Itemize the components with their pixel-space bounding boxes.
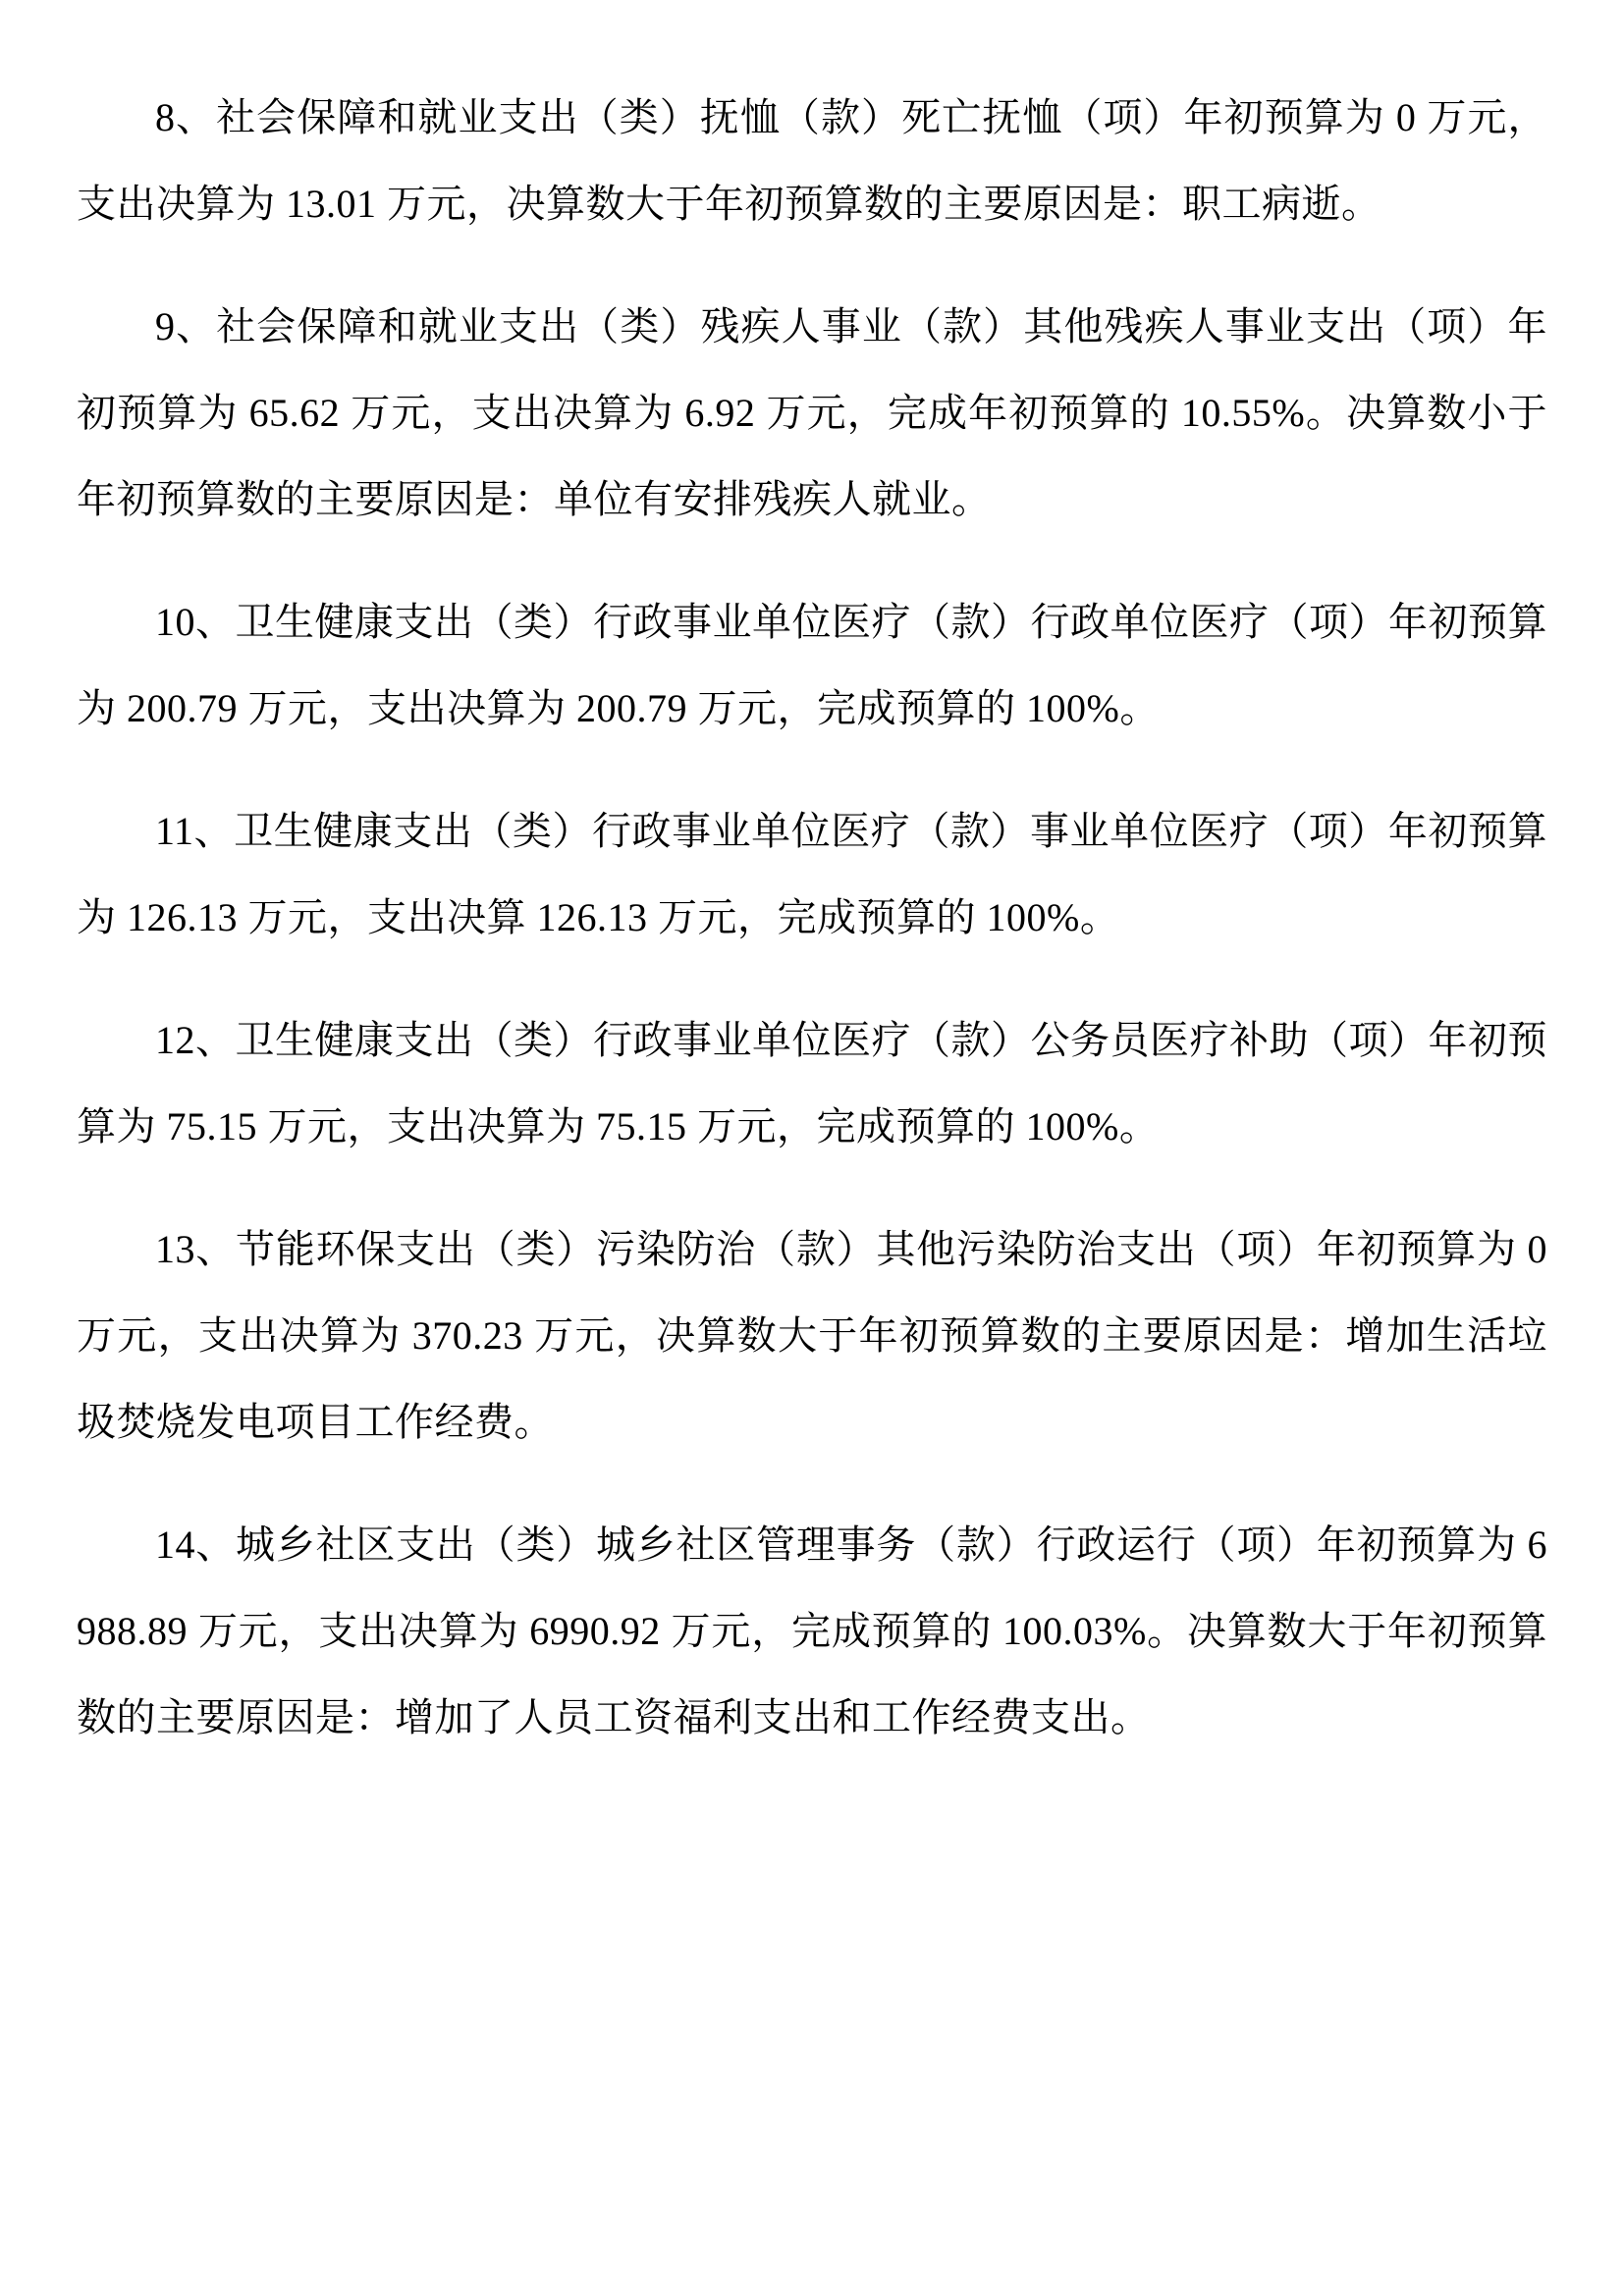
- paragraph-item-9: 9、社会保障和就业支出（类）残疾人事业（款）其他残疾人事业支出（项）年初预算为 65.62 万元，支出决算为 6.92 万元，完成年初预算的 10.55%。决算数小于年初预算数的主要原因是：单位有安排残疾人就业。: [77, 304, 1547, 521]
- paragraph-item-10: 10、卫生健康支出（类）行政事业单位医疗（款）行政单位医疗（项）年初预算为 200.79 万元，支出决算为 200.79 万元，完成预算的 100%。: [77, 600, 1547, 730]
- paragraph-item-11: 11、卫生健康支出（类）行政事业单位医疗（款）事业单位医疗（项）年初预算为 126.13 万元，支出决算 126.13 万元，完成预算的 100%。: [77, 809, 1547, 939]
- paragraph-item-13: 13、节能环保支出（类）污染防治（款）其他污染防治支出（项）年初预算为 0 万元，支出决算为 370.23 万元，决算数大于年初预算数的主要原因是：增加生活垃圾焚烧发电项目工作经费。: [77, 1227, 1547, 1444]
- paragraph-item-12: 12、卫生健康支出（类）行政事业单位医疗（款）公务员医疗补助（项）年初预算为 75.15 万元，支出决算为 75.15 万元，完成预算的 100%。: [77, 1018, 1547, 1148]
- paragraph-item-8: 8、社会保障和就业支出（类）抚恤（款）死亡抚恤（项）年初预算为 0 万元，支出决算为 13.01 万元，决算数大于年初预算数的主要原因是：职工病逝。: [77, 95, 1547, 226]
- paragraph-item-14: 14、城乡社区支出（类）城乡社区管理事务（款）行政运行（项）年初预算为 6988.89 万元，支出决算为 6990.92 万元，完成预算的 100.03%。决算数大于年初预算数的主要原因是：增加了人员工资福利支出和工作经费支出。: [77, 1522, 1547, 1739]
